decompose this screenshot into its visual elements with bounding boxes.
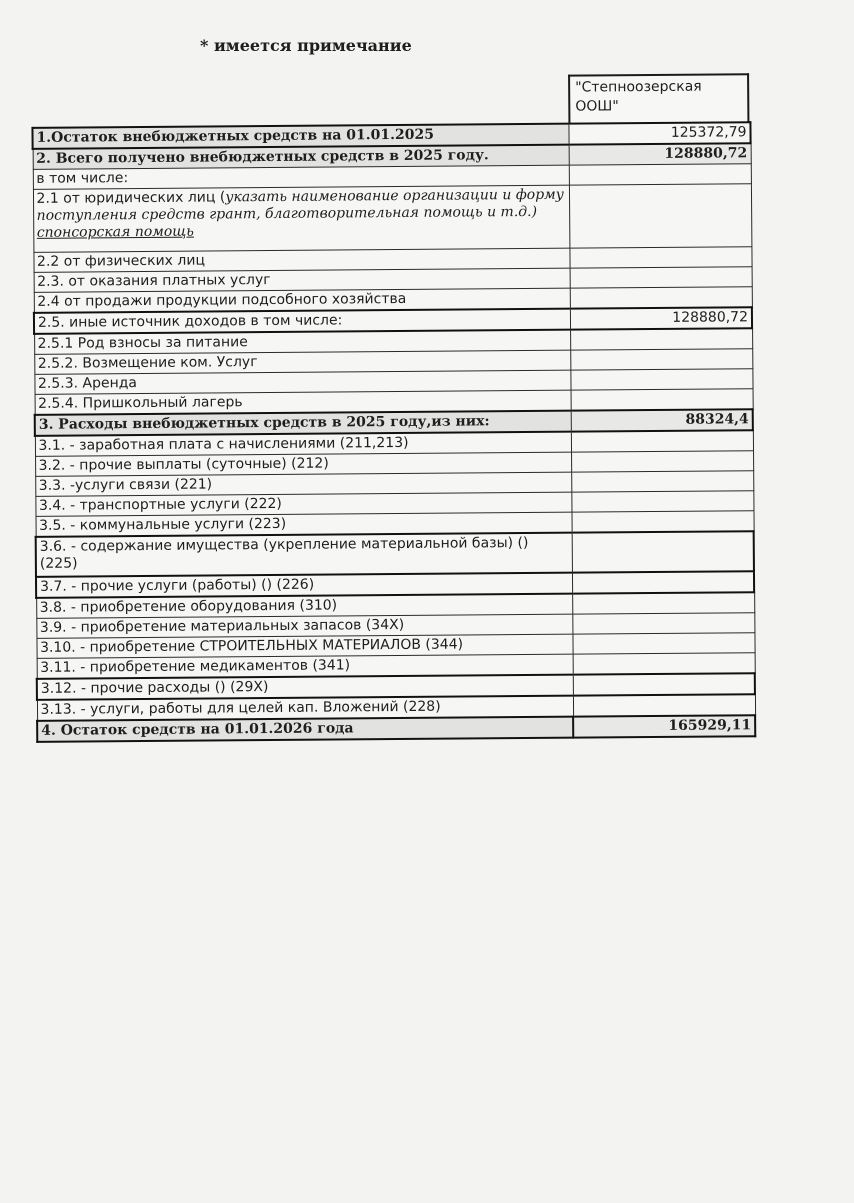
row-value bbox=[570, 349, 752, 370]
row-label: 2.5.3. Аренда bbox=[34, 370, 570, 394]
row-value bbox=[572, 531, 754, 572]
row-value: 128880,72 bbox=[569, 143, 751, 165]
row-value bbox=[570, 267, 752, 288]
row-value bbox=[572, 613, 754, 634]
row-label: 2.5.2. Возмещение ком. Услуг bbox=[34, 350, 570, 374]
table-row bbox=[36, 531, 754, 577]
row-label-text: 2.1 от юридических лиц ( bbox=[36, 189, 226, 207]
row-label-underlined: спонсорская помощь bbox=[36, 223, 194, 241]
row-label: 3.10. - приобретение СТРОИТЕЛЬНЫХ МАТЕРИАЛОВ (344) bbox=[36, 634, 572, 658]
table-row bbox=[33, 184, 751, 253]
row-value bbox=[571, 451, 753, 472]
row-value bbox=[571, 430, 753, 452]
row-value bbox=[571, 491, 753, 512]
row-label: 3.9. - приобретение материальных запасов (34Х) bbox=[36, 614, 572, 638]
organization-name: "Степноозерская ООШ" bbox=[575, 78, 702, 115]
row-label: 2.2 от физических лиц bbox=[33, 248, 569, 272]
row-label: 3.12. - прочие расходы () (29Х) bbox=[37, 675, 573, 700]
row-value: 125372,79 bbox=[568, 122, 750, 144]
row-label: 2.5. иные источник доходов в том числе: bbox=[34, 309, 570, 334]
table-row bbox=[37, 715, 755, 742]
row-value bbox=[572, 571, 754, 593]
row-label: 3.3. -услуги связи (221) bbox=[35, 472, 571, 496]
row-label: 2. Всего получено внебюджетных средств в 2025 году. bbox=[33, 145, 569, 170]
row-label: 2.5.4. Пришкольный лагерь bbox=[35, 390, 571, 415]
row-label-italic: указать наименование организации и форму поступления средств грант, благотворительная помощь и т.д.) bbox=[36, 186, 564, 224]
row-label: 2.3. от оказания платных услуг bbox=[34, 268, 570, 292]
row-label: 4. Остаток средств на 01.01.2026 года bbox=[37, 717, 573, 742]
row-label: 2.5.1 Род взносы за питание bbox=[34, 330, 570, 355]
row-value bbox=[570, 328, 752, 350]
row-value bbox=[571, 471, 753, 492]
row-label: 3.11. - приобретение медикаментов (341) bbox=[37, 654, 573, 679]
row-value bbox=[572, 633, 754, 654]
remark-note: * имеется примечание bbox=[200, 36, 412, 55]
row-value bbox=[570, 369, 752, 390]
row-value bbox=[571, 511, 753, 533]
row-value bbox=[573, 694, 755, 716]
row-label: в том числе: bbox=[33, 165, 569, 189]
row-value bbox=[573, 653, 755, 675]
row-value bbox=[573, 673, 755, 695]
row-value bbox=[569, 164, 751, 185]
finance-table bbox=[31, 121, 756, 743]
row-label: 3.5. - коммунальные услуги (223) bbox=[36, 512, 572, 537]
row-label: 1.Остаток внебюджетных средств на 01.01.2025 bbox=[32, 124, 568, 149]
row-value bbox=[569, 184, 751, 248]
row-value bbox=[571, 389, 753, 411]
row-value bbox=[569, 247, 751, 268]
row-label: 3.7. - прочие услуги (работы) () (226) bbox=[36, 573, 572, 598]
row-label: 3.6. - содержание имущества (укрепление материальной базы) () (225) bbox=[36, 533, 572, 577]
row-label: 2.4 от продажи продукции подсобного хозяйства bbox=[34, 288, 570, 313]
row-label: 3. Расходы внебюджетных средств в 2025 году,из них: bbox=[35, 411, 571, 436]
row-value bbox=[572, 592, 754, 614]
row-label: 3.13. - услуги, работы для целей кап. Вложений (228) bbox=[37, 696, 573, 721]
row-label bbox=[33, 185, 569, 252]
row-value: 165929,11 bbox=[573, 715, 755, 737]
row-value bbox=[570, 287, 752, 309]
row-label: 3.1. - заработная плата с начислениями (211,213) bbox=[35, 432, 571, 457]
row-label: 3.8. - приобретение оборудования (310) bbox=[36, 594, 572, 619]
row-label: 3.4. - транспортные услуги (222) bbox=[35, 492, 571, 516]
row-value: 128880,72 bbox=[570, 307, 752, 329]
row-label: 3.2. - прочие выплаты (суточные) (212) bbox=[35, 452, 571, 476]
row-value: 88324,4 bbox=[571, 409, 753, 431]
